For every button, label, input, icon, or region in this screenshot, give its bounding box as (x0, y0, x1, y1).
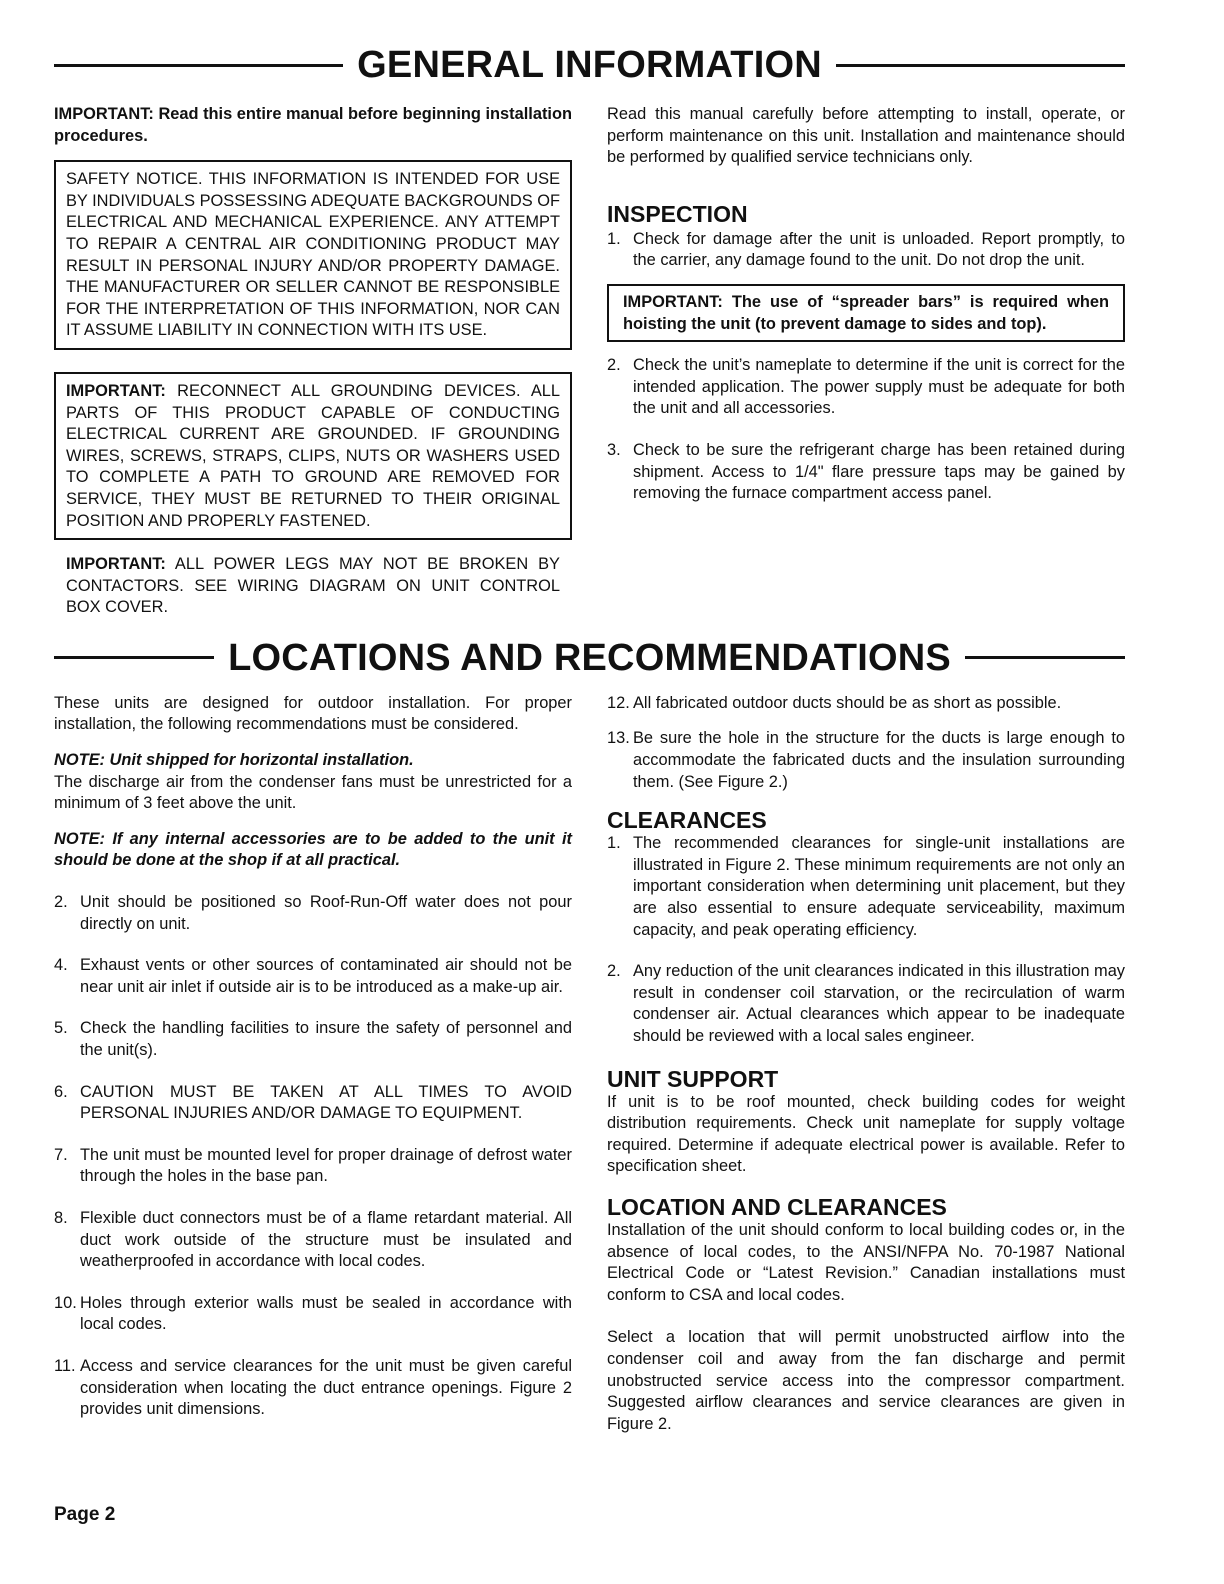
inspection-item-2 (607, 355, 1125, 420)
list-item (54, 1293, 572, 1336)
item-text: Any reduction of the unit clearances indicated in this illustration may result in condenser coil starvation, or the recirculation of warm condenser air. Actual clearances which appear to be inadequate should be reviewed with a local sales engineer. (633, 962, 1125, 1045)
list-item (54, 1145, 572, 1188)
list-item (54, 1356, 572, 1421)
important-read-manual (54, 104, 572, 147)
item-number: 7. (54, 1145, 68, 1164)
item-number: 5. (54, 1019, 68, 1038)
item-number: 8. (54, 1208, 68, 1227)
general-information-title: GENERAL INFORMATION (357, 44, 822, 86)
list-item (54, 1208, 572, 1273)
unit-support-heading: UNIT SUPPORT (607, 1065, 779, 1092)
item-text: Access and service clearances for the unit must be given careful consideration when locating the duct entrance openings. Figure 2 provides unit dimensions. (80, 1356, 572, 1419)
general-left-column (54, 104, 572, 619)
list-item (54, 955, 572, 998)
inspection-heading: INSPECTION (607, 200, 748, 227)
item-number: 2. (607, 962, 621, 981)
location-clearances-text-1: Installation of the unit should conform to local building codes or, in the absence of local codes, to the ANSI/NFPA No. 70-1987 National Electrical Code or “Latest Revision.” Canadian installations must conform to CSA and local codes. (607, 1220, 1125, 1304)
item-number: 10. (54, 1293, 77, 1312)
item-text: Exhaust vents or other sources of contaminated air should not be near unit air inlet if outside air is to be introduced as a make-up air. (80, 956, 572, 996)
locations-columns (54, 693, 1125, 1435)
general-information-heading (54, 46, 1125, 84)
unit-support-text: If unit is to be roof mounted, check building codes for weight distribution requirements. Check unit nameplate for supply voltage required. Determine if adequate electrical power is available. Refer to specification sheet. (607, 1092, 1125, 1176)
item-number: 1. (607, 229, 621, 248)
locations-list-right (607, 693, 1125, 793)
power-label: IMPORTANT: (66, 555, 166, 574)
grounding-label: IMPORTANT: (66, 381, 166, 400)
locations-intro: These units are designed for outdoor installation. For proper installation, the following recommendations must be considered. (54, 693, 572, 734)
item-number: 4. (54, 956, 68, 975)
heading-rule-left (54, 64, 343, 67)
safety-notice-box (54, 160, 572, 350)
item-number: 1. (607, 834, 621, 853)
grounding-text: RECONNECT ALL GROUNDING DEVICES. ALL PARTS OF THIS PRODUCT CAPABLE OF CONDUCTING ELECTRICAL CURRENT ARE GROUNDED. IF GROUNDING WIRES, SCREWS, STRAPS, CLIPS, NUTS OR WASHERS USED TO COMPLETE A PATH TO GROUND ARE REMOVED FOR SERVICE, THEY MUST BE RETURNED TO THEIR ORIGINAL POSITION AND PROPERLY FASTENED. (66, 381, 560, 530)
spreader-text: The use of “spreader bars” is required when hoisting the unit (to prevent damage to sides and top). (623, 292, 1110, 333)
item-number: 13. (607, 729, 630, 748)
safety-notice-text: SAFETY NOTICE. THIS INFORMATION IS INTENDED FOR USE BY INDIVIDUALS POSSESSING ADEQUATE BACKGROUNDS OF ELECTRICAL AND MECHANICAL EXPERIENCE. ANY ATTEMPT TO REPAIR A CENTRAL AIR CONDITIONING PRODUCT MAY RESULT IN PERSONAL INJURY AND/OR PROPERTY DAMAGE. THE MANUFACTURER OR SELLER CANNOT BE RESPONSIBLE FOR THE INTERPRETATION OF THIS INFORMATION, NOR CAN IT ASSUME LIABILITY IN CONNECTION WITH ITS USE. (66, 170, 560, 340)
location-clearances-heading: LOCATION AND CLEARANCES (607, 1193, 947, 1220)
item-number: 3. (607, 440, 621, 459)
general-intro: Read this manual carefully before attempting to install, operate, or perform maintenance on this unit. Installation and maintenance should be performed by qualified service technicians only. (607, 105, 1125, 167)
inspection-item-3 (607, 440, 1125, 505)
grounding-notice-box (54, 372, 572, 540)
item-number: 6. (54, 1082, 68, 1101)
general-right-column (607, 104, 1125, 619)
item-text: Be sure the hole in the structure for the ducts is large enough to accommodate the fabricated ducts and the insulation surrounding them. (See Figure 2.) (633, 729, 1125, 791)
discharge-text: The discharge air from the condenser fans must be unrestricted for a minimum of 3 feet above the unit. (54, 772, 572, 813)
item-text: Check the handling facilities to insure the safety of personnel and the unit(s). (80, 1019, 572, 1059)
general-columns (54, 104, 1125, 619)
spreader-bars-notice (623, 292, 1109, 335)
item-text: The recommended clearances for single-unit installations are illustrated in Figure 2. These minimum requirements are not only an important consideration when determining unit placement, but they are also essential to ensure adequate serviceability, maximum capacity, and peak operating efficiency. (633, 834, 1125, 939)
item-text: Holes through exterior walls must be sealed in accordance with local codes. (80, 1293, 572, 1334)
power-legs-notice (54, 540, 572, 619)
item-text: Check to be sure the refrigerant charge has been retained during shipment. Access to 1/4" flare pressure taps may be gained by removing the furnace compartment access panel. (633, 440, 1125, 503)
item-number: 12. (607, 693, 630, 712)
list-item (607, 833, 1125, 941)
locations-title: LOCATIONS AND RECOMMENDATIONS (228, 636, 951, 679)
page-number: Page 2 (54, 1504, 116, 1525)
item-text: Flexible duct connectors must be of a flame retardant material. All duct work outside of the structure must be insulated and weatherproofed in accordance with local codes. (80, 1208, 572, 1271)
list-item (54, 1018, 572, 1061)
clearances-heading: CLEARANCES (607, 807, 767, 834)
item-number: 11. (54, 1356, 76, 1375)
locations-left-column (54, 693, 572, 1435)
locations-heading (54, 636, 1125, 679)
item-text: Unit should be positioned so Roof-Run-Off water does not pour directly on unit. (80, 893, 572, 933)
item-text: CAUTION MUST BE TAKEN AT ALL TIMES TO AVOID PERSONAL INJURIES AND/OR DAMAGE TO EQUIPMENT. (80, 1082, 572, 1123)
note-horizontal: NOTE: Unit shipped for horizontal installation. (54, 751, 414, 770)
location-clearances-text-2: Select a location that will permit unobstructed airflow into the condenser coil and away from the fan discharge and permit unobstructed service access into the compressor compartment. Suggested airflow clearances and service clearances are given in Figure 2. (607, 1328, 1125, 1433)
spreader-label: IMPORTANT: (623, 292, 723, 311)
item-number: 2. (54, 893, 68, 912)
item-number: 2. (607, 356, 621, 375)
item-text: Check for damage after the unit is unloaded. Report promptly, to the carrier, any damage found to the unit. Do not drop the unit. (633, 229, 1125, 270)
inspection-item-1 (607, 229, 1125, 272)
locations-list-left (54, 892, 572, 1421)
power-text: ALL POWER LEGS MAY NOT BE BROKEN BY CONTACTORS. SEE WIRING DIAGRAM ON UNIT CONTROL BOX COVER. (66, 555, 560, 617)
heading-rule-left (54, 656, 214, 659)
heading-rule-right (836, 64, 1125, 67)
spreader-bars-box (607, 284, 1125, 342)
heading-rule-right (965, 656, 1125, 659)
list-item (54, 1082, 572, 1125)
item-text: All fabricated outdoor ducts should be as short as possible. (633, 693, 1062, 712)
item-text: The unit must be mounted level for proper drainage of defrost water through the holes in the base pan. (80, 1145, 572, 1186)
note-accessories: NOTE: If any internal accessories are to be added to the unit it should be done at the shop if at all practical. (54, 829, 572, 870)
page-content (54, 46, 1125, 1435)
list-item (54, 892, 572, 935)
clearances-list (607, 833, 1125, 1047)
important-label: IMPORTANT: (54, 105, 154, 123)
item-text: Check the unit’s nameplate to determine if the unit is correct for the intended application. The power supply must be adequate for both the unit and all accessories. (633, 356, 1125, 418)
grounding-notice (66, 381, 560, 532)
list-item (607, 728, 1125, 793)
list-item (607, 693, 1125, 715)
important-read-text: Read this entire manual before beginning installation procedures. (54, 105, 572, 145)
locations-right-column (607, 693, 1125, 1435)
list-item (607, 961, 1125, 1047)
